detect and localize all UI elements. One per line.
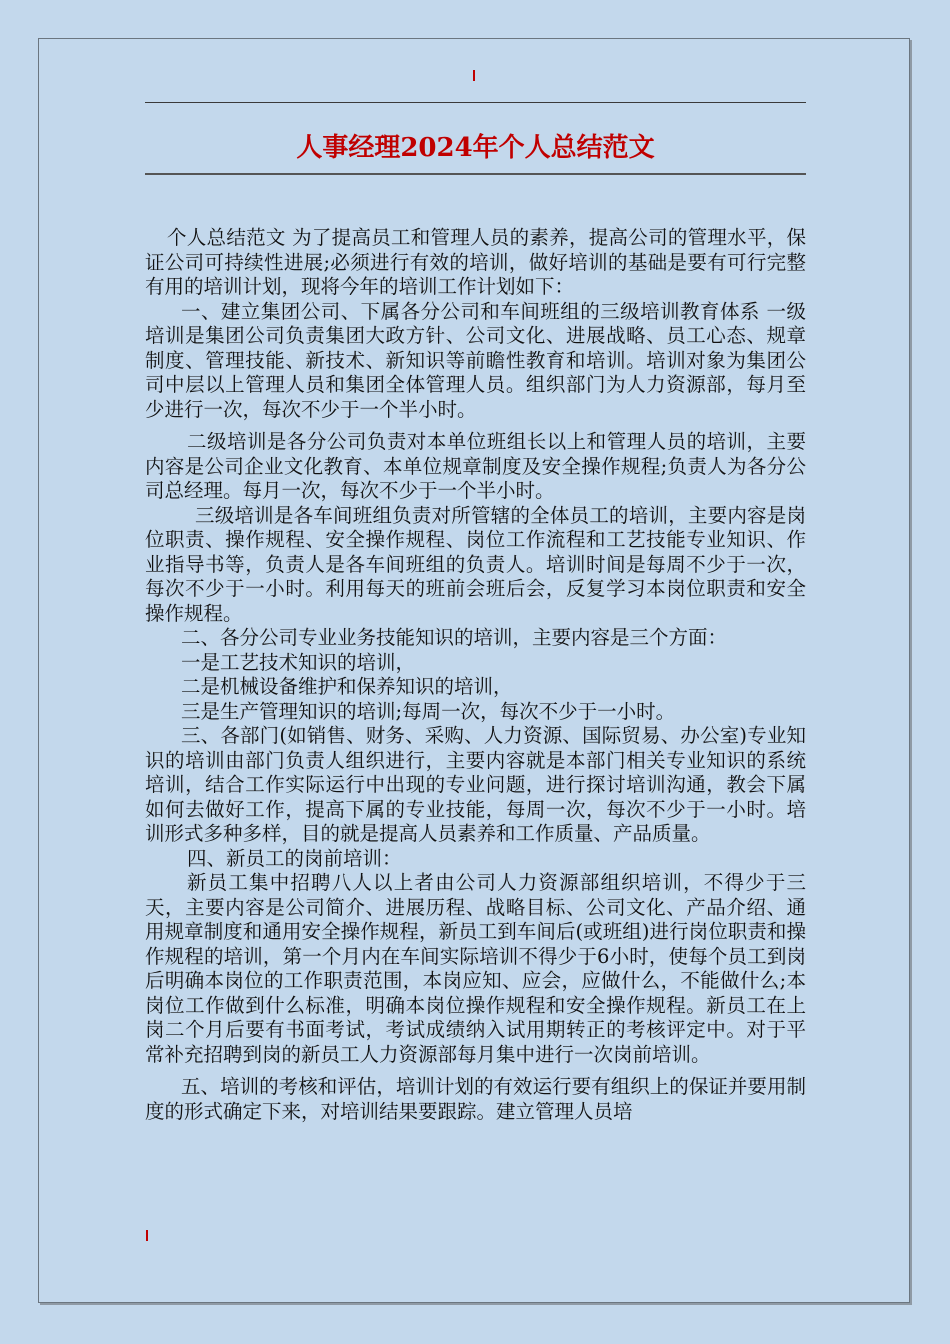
- paragraph-section-4: 四、新员工的岗前培训：: [187, 846, 402, 870]
- paragraph-section-5: 五、培训的考核和评估，培训计划的有效运行要有组织上的保证并要用制度的形式确定下来，对培训结果要跟踪。建立管理人员培: [145, 1075, 806, 1123]
- paragraph-new-staff: 新员工集中招聘八人以上者由公司人力资源部组织培训，不得少于三天，主要内容是公司简介、进展历程、战略目标、公司文化、产品介绍、通用规章制度和通用安全操作规程，新员工到车间后(或班组)进行岗位职责和操作规程的培训，第一个月内在车间实际培训不得少于6小时，使每个员工到岗后明确本岗位的工作职责范围，本岗应知、应会，应做什么，不能做什么;本岗位工作做到什么标准，明确本岗位操作规程和安全操作规程。新员工在上岗二个月后要有书面考试，考试成绩纳入试用期转正的考核评定中。对于平常补充招聘到岗的新员工人力资源部每月集中进行一次岗前培训。: [145, 871, 806, 1066]
- footer-mark: [146, 1230, 148, 1241]
- paragraph-section-2: 二、各分公司专业业务技能知识的培训，主要内容是三个方面：: [181, 626, 728, 649]
- paragraph-section-3: 三、各部门(如销售、财务、采购、人力资源、国际贸易、办公室)专业知识的培训由部门负责人组织进行，主要内容就是本部门相关专业知识的系统培训，结合工作实际运行中出现的专业问题，进行探讨培训沟通，教会下属如何去做好工作，提高下属的专业技能，每周一次，每次不少于一小时。培训形式多种多样，目的就是提高人员素养和工作质量、产品质量。: [145, 724, 806, 845]
- paragraph-section-1: 一、建立集团公司、下属各分公司和车间班组的三级培训教育体系 一级培训是集团公司负责集团大政方针、公司文化、进展战略、员工心态、规章制度、管理技能、新技术、新知识等前瞻性教育和培训。培训对象为集团公司中层以上管理人员和集团全体管理人员。组织部门为人力资源部，每月至少进行一次，每次不少于一个半小时。: [145, 299, 806, 421]
- document-title: 人事经理2024年个人总结范文: [296, 133, 655, 163]
- paragraph-level-2-training: 二级培训是各分公司负责对本单位班组长以上和管理人员的培训，主要内容是公司企业文化教育、本单位规章制度及安全操作规程;负责人为各分公司总经理。每月一次，每次不少于一个半小时。: [145, 430, 806, 502]
- document-body: [145, 226, 806, 1124]
- list-item-production: 三是生产管理知识的培训;每周一次，每次不少于一小时。: [181, 699, 676, 723]
- list-item-equipment: 二是机械设备维护和保养知识的培训，: [181, 675, 513, 698]
- header-rule: [145, 102, 806, 103]
- header-mark: [473, 70, 475, 81]
- title-rule: [145, 173, 806, 175]
- list-item-craft: 一是工艺技术知识的培训，: [181, 650, 416, 674]
- paragraph-level-3-training: 三级培训是各车间班组负责对所管辖的全体员工的培训，主要内容是岗位职责、操作规程、安全操作规程、岗位工作流程和工艺技能专业知识、作业指导书等，负责人是各车间班组的负责人。培训时间是每周不少于一次，每次不少于一小时。利用每天的班前会班后会，反复学习本岗位职责和安全操作规程。: [145, 503, 806, 625]
- paragraph-intro: 个人总结范文 为了提高员工和管理人员的素养，提高公司的管理水平，保证公司可持续性进展;必须进行有效的培训，做好培训的基础是要有可行完整有用的培训计划，现将今年的培训工作计划如下：: [145, 226, 806, 298]
